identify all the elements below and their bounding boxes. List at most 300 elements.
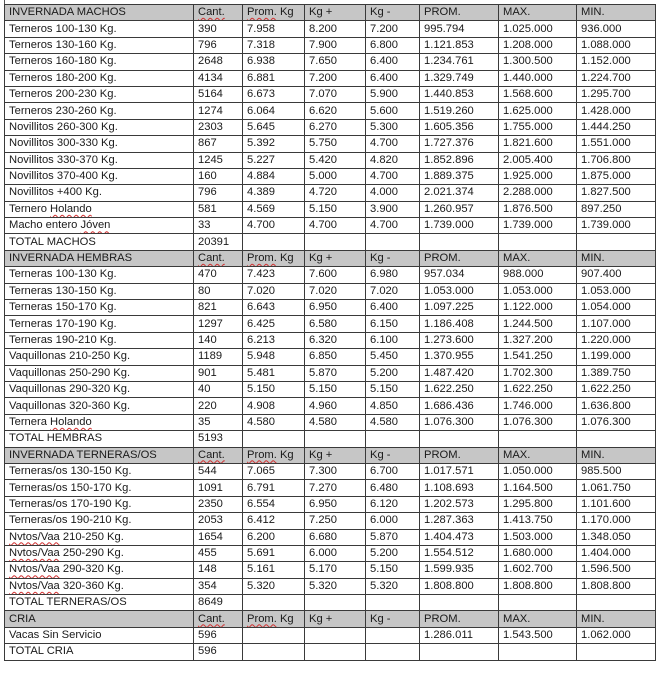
row-label: Terneras 100-130 Kg. <box>5 267 194 283</box>
total-empty-cell <box>499 431 577 447</box>
table-row <box>5 316 656 332</box>
column-header-label: Kg - <box>370 448 391 461</box>
row-label <box>5 562 194 578</box>
row-label-text: Ternera <box>9 415 51 428</box>
column-header-label: Cant. <box>198 6 225 19</box>
cell-max: 1.622.250 <box>499 381 577 397</box>
row-label: Terneras/os 150-170 Kg. <box>5 480 194 496</box>
column-header-label: Kg + <box>309 6 333 19</box>
total-empty-cell <box>577 431 656 447</box>
section-title: INVERNADA TERNERAS/OS <box>5 447 194 463</box>
table-row <box>5 300 656 316</box>
table-row <box>5 168 656 184</box>
column-header-label: MIN. <box>581 448 605 461</box>
cell-kg-plus: 7.250 <box>305 513 366 529</box>
livestock-price-table <box>4 4 656 661</box>
total-empty-cell <box>420 644 499 660</box>
cell-cant: 354 <box>194 578 243 594</box>
cell-max: 1.543.500 <box>499 627 577 643</box>
section-header-row <box>5 611 656 627</box>
cell-prom-kg: 7.065 <box>243 463 305 479</box>
table-row <box>5 201 656 217</box>
cell-max: 1.746.000 <box>499 398 577 414</box>
cell-kg-plus: 6.620 <box>305 103 366 119</box>
cell-prom-kg: 5.150 <box>243 381 305 397</box>
total-label: TOTAL HEMBRAS <box>5 431 194 447</box>
cell-cant: 470 <box>194 267 243 283</box>
cell-kg-plus: 7.900 <box>305 37 366 53</box>
section-title: INVERNADA HEMBRAS <box>5 250 194 266</box>
cell-kg-minus: 5.200 <box>366 365 420 381</box>
cell-cant: 1189 <box>194 349 243 365</box>
cell-kg-plus: 7.600 <box>305 267 366 283</box>
cell-kg-plus: 7.650 <box>305 54 366 70</box>
cell-prom: 1.286.011 <box>420 627 499 643</box>
table-row <box>5 70 656 86</box>
cell-max: 1.602.700 <box>499 562 577 578</box>
cell-kg-plus: 6.850 <box>305 349 366 365</box>
cell-prom: 1.260.957 <box>420 201 499 217</box>
cell-max: 1.680.000 <box>499 545 577 561</box>
table-row <box>5 578 656 594</box>
column-header-label: MIN. <box>581 252 605 265</box>
cell-kg-minus: 4.820 <box>366 152 420 168</box>
total-empty-cell <box>243 234 305 250</box>
total-empty-cell <box>243 644 305 660</box>
cell-min: 936.000 <box>577 21 656 37</box>
cell-prom-kg: 7.020 <box>243 283 305 299</box>
cell-max: 1.025.000 <box>499 21 577 37</box>
cell-prom: 1.605.356 <box>420 119 499 135</box>
cell-prom-kg: 5.481 <box>243 365 305 381</box>
row-label-text: 210-250 Kg. <box>59 530 124 543</box>
total-empty-cell <box>420 234 499 250</box>
column-header-label-part: Prom. <box>247 448 277 461</box>
cell-prom-kg: 5.691 <box>243 545 305 561</box>
total-empty-cell <box>305 431 366 447</box>
cell-kg-minus: 4.580 <box>366 414 420 430</box>
cell-kg-minus: 7.200 <box>366 21 420 37</box>
cell-prom: 1.686.436 <box>420 398 499 414</box>
cell-min: 907.400 <box>577 267 656 283</box>
total-label: TOTAL MACHOS <box>5 234 194 250</box>
total-empty-cell <box>499 644 577 660</box>
cell-prom: 957.034 <box>420 267 499 283</box>
cell-kg-plus: 4.700 <box>305 218 366 234</box>
cell-prom-kg: 6.200 <box>243 529 305 545</box>
cell-cant: 35 <box>194 414 243 430</box>
row-label <box>5 201 194 217</box>
cell-prom-kg: 4.580 <box>243 414 305 430</box>
cell-kg-minus <box>366 627 420 643</box>
total-row <box>5 644 656 660</box>
row-label: Vaquillonas 290-320 Kg. <box>5 381 194 397</box>
cell-kg-plus: 4.580 <box>305 414 366 430</box>
cell-min: 1.622.250 <box>577 381 656 397</box>
cell-prom-kg: 7.958 <box>243 21 305 37</box>
row-label: Novillitos +400 Kg. <box>5 185 194 201</box>
cell-prom-kg: 4.908 <box>243 398 305 414</box>
cell-max: 1.164.500 <box>499 480 577 496</box>
cell-kg-plus: 5.000 <box>305 168 366 184</box>
row-label: Vaquillonas 320-360 Kg. <box>5 398 194 414</box>
column-header-cant <box>194 611 243 627</box>
cell-kg-minus: 4.000 <box>366 185 420 201</box>
total-empty-cell <box>243 431 305 447</box>
total-empty-cell <box>420 431 499 447</box>
table-row <box>5 185 656 201</box>
cell-min: 1.152.000 <box>577 54 656 70</box>
row-label: Terneras 190-210 Kg. <box>5 332 194 348</box>
cell-kg-plus: 7.300 <box>305 463 366 479</box>
cell-prom: 1.554.512 <box>420 545 499 561</box>
cell-prom: 1.186.408 <box>420 316 499 332</box>
cell-prom-kg: 7.423 <box>243 267 305 283</box>
column-header-prom-kg <box>243 250 305 266</box>
cell-min: 1.088.000 <box>577 37 656 53</box>
column-header-min <box>577 250 656 266</box>
cell-max: 1.053.000 <box>499 283 577 299</box>
cell-cant: 80 <box>194 283 243 299</box>
cell-prom-kg: 5.227 <box>243 152 305 168</box>
cell-kg-plus: 5.150 <box>305 201 366 217</box>
cell-prom-kg <box>243 627 305 643</box>
cell-prom: 1.076.300 <box>420 414 499 430</box>
table-row <box>5 513 656 529</box>
cell-kg-minus: 5.450 <box>366 349 420 365</box>
column-header-prom-kg <box>243 611 305 627</box>
section-header-row <box>5 447 656 463</box>
cell-min: 1.053.000 <box>577 283 656 299</box>
cell-min: 1.739.000 <box>577 218 656 234</box>
table-row <box>5 627 656 643</box>
cell-prom-kg: 5.948 <box>243 349 305 365</box>
column-header-label: Cant. <box>198 448 225 461</box>
cell-min: 1.706.800 <box>577 152 656 168</box>
table-row <box>5 21 656 37</box>
cell-prom: 1.370.955 <box>420 349 499 365</box>
row-label <box>5 218 194 234</box>
cell-prom-kg: 5.645 <box>243 119 305 135</box>
cell-cant: 2303 <box>194 119 243 135</box>
column-header-label: Kg - <box>370 252 391 265</box>
cell-max: 2.005.400 <box>499 152 577 168</box>
total-empty-cell <box>499 595 577 611</box>
cell-max: 1.208.000 <box>499 37 577 53</box>
row-label-text: 290-320 Kg. <box>59 563 124 576</box>
cell-max: 1.122.000 <box>499 300 577 316</box>
cell-prom: 1.017.571 <box>420 463 499 479</box>
cell-min: 1.808.800 <box>577 578 656 594</box>
cell-max: 1.076.300 <box>499 414 577 430</box>
cell-prom-kg: 6.213 <box>243 332 305 348</box>
total-empty-cell <box>305 595 366 611</box>
cell-prom: 1.852.896 <box>420 152 499 168</box>
cell-prom-kg: 6.881 <box>243 70 305 86</box>
column-header-cant <box>194 5 243 21</box>
column-header-max <box>499 5 577 21</box>
section-header-row <box>5 250 656 266</box>
cell-cant: 5164 <box>194 86 243 102</box>
cell-cant: 1245 <box>194 152 243 168</box>
section-header-row <box>5 5 656 21</box>
total-empty-cell <box>366 431 420 447</box>
row-label <box>5 529 194 545</box>
column-header-label <box>247 6 294 18</box>
column-header-cant <box>194 250 243 266</box>
cell-prom: 1.234.761 <box>420 54 499 70</box>
column-header-prom <box>420 611 499 627</box>
cell-prom-kg: 5.161 <box>243 562 305 578</box>
cell-prom-kg: 6.938 <box>243 54 305 70</box>
cell-max: 1.821.600 <box>499 136 577 152</box>
table-row <box>5 283 656 299</box>
column-header-label: MAX. <box>503 6 531 19</box>
cell-kg-minus: 6.400 <box>366 300 420 316</box>
cell-min: 1.170.000 <box>577 513 656 529</box>
cell-cant: 33 <box>194 218 243 234</box>
column-header-label: Cant. <box>198 612 225 625</box>
row-label-text: Nvtos/Vaa <box>9 579 60 592</box>
table-row <box>5 414 656 430</box>
cell-kg-minus: 6.150 <box>366 316 420 332</box>
table-row <box>5 545 656 561</box>
cell-prom-kg: 4.569 <box>243 201 305 217</box>
cell-min: 897.250 <box>577 201 656 217</box>
row-label: Terneras/os 190-210 Kg. <box>5 513 194 529</box>
cell-prom: 1.404.473 <box>420 529 499 545</box>
cell-cant: 2350 <box>194 496 243 512</box>
row-label: Novillitos 330-370 Kg. <box>5 152 194 168</box>
cell-kg-plus: 7.200 <box>305 70 366 86</box>
cell-kg-plus <box>305 627 366 643</box>
cell-cant: 220 <box>194 398 243 414</box>
cell-max: 1.876.500 <box>499 201 577 217</box>
cell-kg-minus: 6.700 <box>366 463 420 479</box>
table-row <box>5 103 656 119</box>
cell-kg-minus: 6.120 <box>366 496 420 512</box>
cell-kg-minus: 6.400 <box>366 70 420 86</box>
row-label: Terneras 150-170 Kg. <box>5 300 194 316</box>
table-row <box>5 463 656 479</box>
column-header-label <box>247 449 294 461</box>
row-label: Terneros 130-160 Kg. <box>5 37 194 53</box>
table-row <box>5 332 656 348</box>
row-label: Terneros 160-180 Kg. <box>5 54 194 70</box>
row-label-text: Macho entero <box>9 219 81 232</box>
cell-prom-kg: 6.425 <box>243 316 305 332</box>
table-row <box>5 54 656 70</box>
cell-cant: 544 <box>194 463 243 479</box>
row-label-text: Holando <box>50 202 92 215</box>
column-header-label: Kg + <box>309 252 333 265</box>
column-header-prom <box>420 250 499 266</box>
cell-kg-minus: 5.300 <box>366 119 420 135</box>
total-cant: 8649 <box>194 595 243 611</box>
cell-prom: 1.053.000 <box>420 283 499 299</box>
cell-cant: 40 <box>194 381 243 397</box>
cell-prom: 1.622.250 <box>420 381 499 397</box>
cell-cant: 148 <box>194 562 243 578</box>
cell-max: 1.050.000 <box>499 463 577 479</box>
cell-cant: 390 <box>194 21 243 37</box>
row-label: Terneras/os 130-150 Kg. <box>5 463 194 479</box>
cell-prom-kg: 6.673 <box>243 86 305 102</box>
cell-prom-kg: 4.389 <box>243 185 305 201</box>
column-header-label: Kg + <box>309 612 333 625</box>
row-label: Novillitos 300-330 Kg. <box>5 136 194 152</box>
cell-kg-plus: 6.320 <box>305 332 366 348</box>
cell-prom: 1.329.749 <box>420 70 499 86</box>
column-header-label: PROM. <box>424 6 461 19</box>
cell-min: 1.348.050 <box>577 529 656 545</box>
row-label: Terneros 100-130 Kg. <box>5 21 194 37</box>
row-label-text: Nvtos/Vaa <box>9 547 60 560</box>
cell-kg-minus: 7.020 <box>366 283 420 299</box>
column-header-prom <box>420 5 499 21</box>
cell-prom: 1.287.363 <box>420 513 499 529</box>
column-header-label: Kg - <box>370 612 391 625</box>
row-label: Terneros 180-200 Kg. <box>5 70 194 86</box>
column-header-kg-minus <box>366 447 420 463</box>
cell-prom: 1.519.260 <box>420 103 499 119</box>
cell-kg-minus: 6.400 <box>366 54 420 70</box>
cell-min: 1.220.000 <box>577 332 656 348</box>
cell-min: 1.076.300 <box>577 414 656 430</box>
cell-kg-plus: 5.750 <box>305 136 366 152</box>
cell-prom-kg: 7.318 <box>243 37 305 53</box>
column-header-label-part: Prom. <box>247 252 277 265</box>
cell-kg-minus: 4.700 <box>366 218 420 234</box>
cell-max: 1.541.250 <box>499 349 577 365</box>
table-row <box>5 529 656 545</box>
cell-prom: 1.440.853 <box>420 86 499 102</box>
cell-max: 1.244.500 <box>499 316 577 332</box>
cell-prom: 1.727.376 <box>420 136 499 152</box>
cell-kg-plus: 6.950 <box>305 300 366 316</box>
total-cant: 20391 <box>194 234 243 250</box>
cell-max: 1.503.000 <box>499 529 577 545</box>
column-header-max <box>499 250 577 266</box>
cell-min: 1.107.000 <box>577 316 656 332</box>
total-label: TOTAL CRIA <box>5 644 194 660</box>
cell-cant: 2648 <box>194 54 243 70</box>
row-label-text: 250-290 Kg. <box>59 547 124 560</box>
cell-min: 1.054.000 <box>577 300 656 316</box>
row-label-text: Holando <box>50 415 92 428</box>
cell-min: 1.636.800 <box>577 398 656 414</box>
column-header-label: MIN. <box>581 612 605 625</box>
column-header-label: Kg - <box>370 6 391 19</box>
table-row <box>5 381 656 397</box>
column-header-label-part: Prom. <box>247 612 277 625</box>
cell-prom-kg: 6.643 <box>243 300 305 316</box>
cell-kg-plus: 5.170 <box>305 562 366 578</box>
column-header-kg-minus <box>366 611 420 627</box>
cell-kg-plus: 4.720 <box>305 185 366 201</box>
cell-cant: 901 <box>194 365 243 381</box>
total-cant: 596 <box>194 644 243 660</box>
cell-max: 1.702.300 <box>499 365 577 381</box>
row-label: Terneras 130-150 Kg. <box>5 283 194 299</box>
column-header-label <box>247 252 294 264</box>
cell-kg-minus: 6.100 <box>366 332 420 348</box>
cell-prom: 1.273.600 <box>420 332 499 348</box>
cell-min: 1.199.000 <box>577 349 656 365</box>
cell-cant: 160 <box>194 168 243 184</box>
cell-prom: 2.021.374 <box>420 185 499 201</box>
cell-max: 1.568.600 <box>499 86 577 102</box>
row-label-text: Nvtos/Vaa <box>9 530 60 543</box>
cell-kg-plus: 6.270 <box>305 119 366 135</box>
cell-prom: 1.108.693 <box>420 480 499 496</box>
column-header-min <box>577 611 656 627</box>
cell-cant: 581 <box>194 201 243 217</box>
cell-prom: 995.794 <box>420 21 499 37</box>
total-empty-cell <box>366 234 420 250</box>
column-header-label: PROM. <box>424 448 461 461</box>
cell-prom: 1.599.935 <box>420 562 499 578</box>
cell-min: 1.827.500 <box>577 185 656 201</box>
row-label: Vaquillonas 210-250 Kg. <box>5 349 194 365</box>
cell-min: 1.295.700 <box>577 86 656 102</box>
cell-cant: 1274 <box>194 103 243 119</box>
column-header-prom <box>420 447 499 463</box>
column-header-label: MAX. <box>503 252 531 265</box>
row-label: Novillitos 260-300 Kg. <box>5 119 194 135</box>
row-label: Terneros 200-230 Kg. <box>5 86 194 102</box>
cell-min: 1.224.700 <box>577 70 656 86</box>
cell-min: 1.061.750 <box>577 480 656 496</box>
column-header-label <box>247 613 294 625</box>
total-empty-cell <box>499 234 577 250</box>
row-label-text: Nvtos/Vaa <box>9 563 60 576</box>
column-header-kg-minus <box>366 250 420 266</box>
cell-kg-plus: 6.680 <box>305 529 366 545</box>
column-header-kg-plus <box>305 250 366 266</box>
cell-max: 1.739.000 <box>499 218 577 234</box>
cell-max: 1.440.000 <box>499 70 577 86</box>
cell-kg-minus: 6.980 <box>366 267 420 283</box>
cell-prom: 1.808.800 <box>420 578 499 594</box>
cell-max: 1.755.000 <box>499 119 577 135</box>
cell-max: 1.625.000 <box>499 103 577 119</box>
cell-kg-minus: 5.150 <box>366 562 420 578</box>
cell-kg-minus: 6.480 <box>366 480 420 496</box>
cell-cant: 867 <box>194 136 243 152</box>
cell-kg-plus: 7.270 <box>305 480 366 496</box>
cell-cant: 1654 <box>194 529 243 545</box>
cell-prom-kg: 4.884 <box>243 168 305 184</box>
table-row <box>5 136 656 152</box>
table-row <box>5 86 656 102</box>
cell-prom-kg: 4.700 <box>243 218 305 234</box>
table-row <box>5 562 656 578</box>
cell-prom: 1.487.420 <box>420 365 499 381</box>
row-label: Vaquillonas 250-290 Kg. <box>5 365 194 381</box>
column-header-label-part: Kg <box>276 612 294 625</box>
cell-kg-minus: 5.900 <box>366 86 420 102</box>
cell-prom: 1.121.853 <box>420 37 499 53</box>
column-header-label-part: Kg <box>276 448 294 461</box>
cell-kg-plus: 8.200 <box>305 21 366 37</box>
cell-kg-minus: 5.320 <box>366 578 420 594</box>
column-header-label-part: Prom. <box>247 6 277 19</box>
total-empty-cell <box>577 595 656 611</box>
cell-kg-plus: 6.950 <box>305 496 366 512</box>
table-row <box>5 496 656 512</box>
row-label-text: Ternero <box>9 202 51 215</box>
